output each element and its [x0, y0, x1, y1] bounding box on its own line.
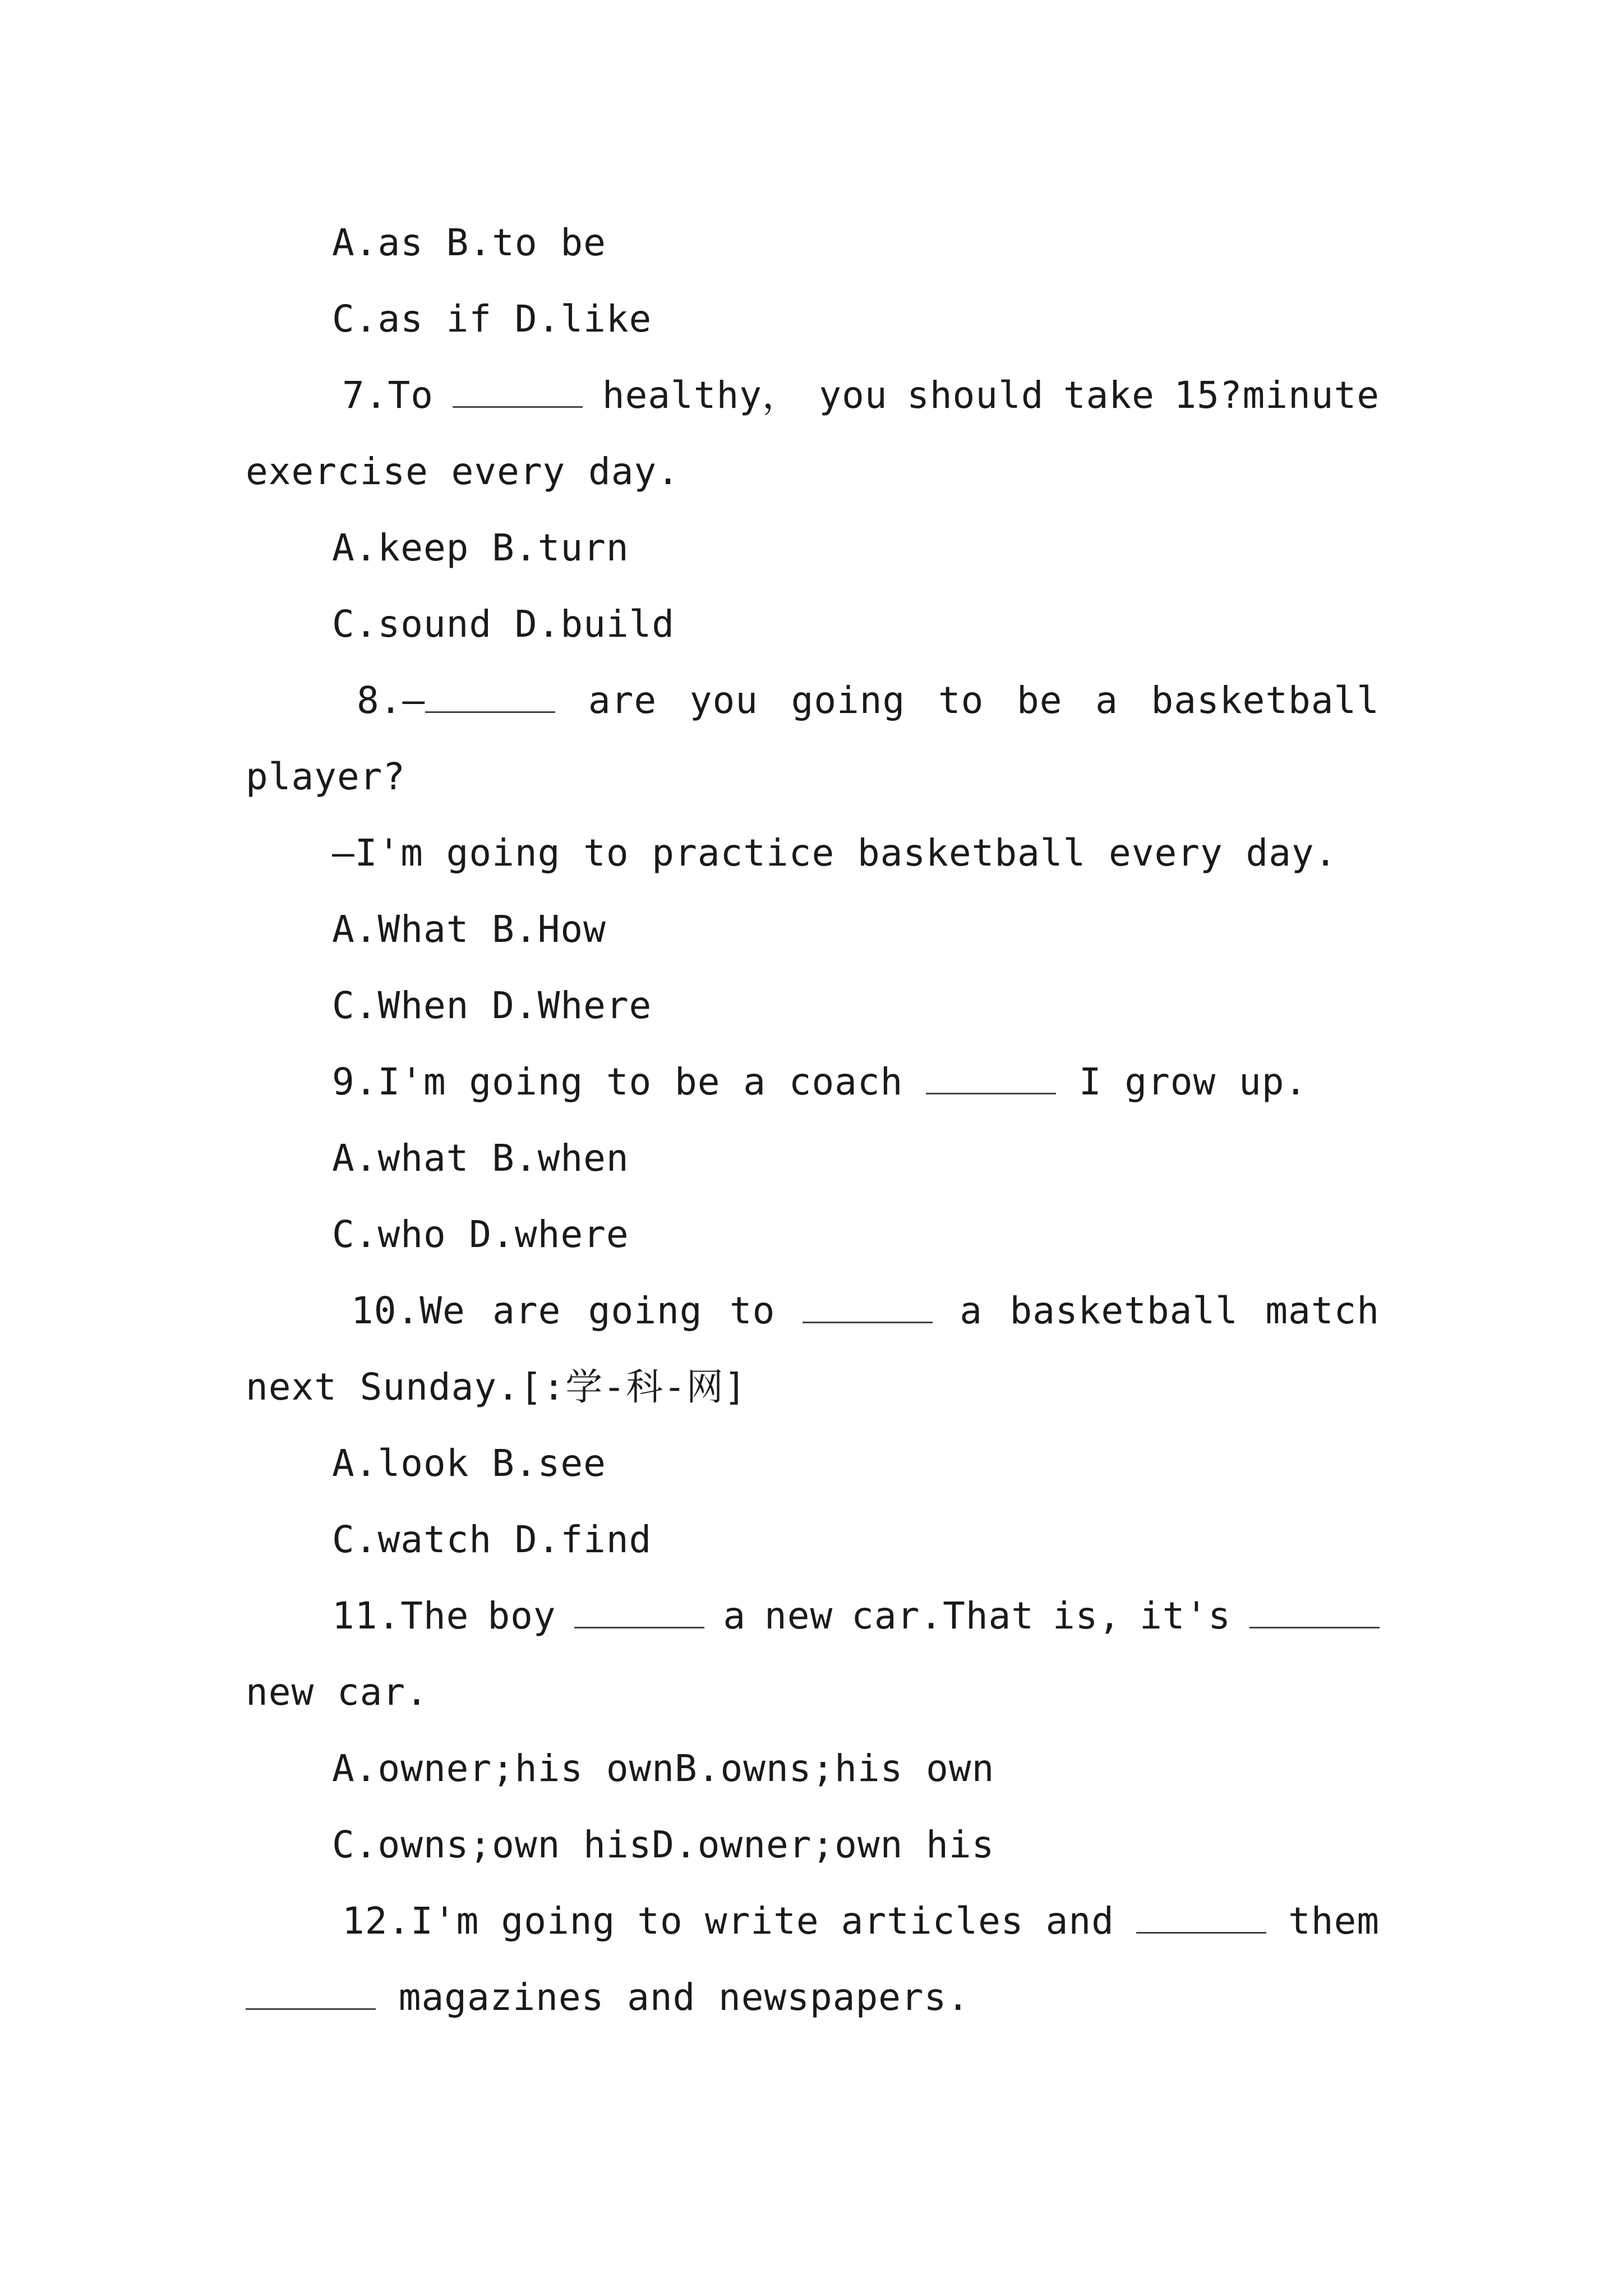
q12-blank-2 — [246, 1980, 376, 2010]
q9-post: I grow up. — [1056, 1060, 1308, 1103]
q7-num: 7.To — [342, 374, 434, 417]
q8-w1: are — [588, 679, 657, 722]
q7-question — [342, 374, 1380, 417]
q10-continuation: next Sunday.[:学-科-网] — [246, 1365, 747, 1409]
q12-w4: articles — [841, 1899, 1024, 1943]
q12-blank-1 — [1136, 1904, 1266, 1934]
q12-continuation — [246, 1976, 970, 2019]
q11-continuation: new car. — [246, 1671, 428, 1714]
q10-w6: match — [1265, 1289, 1380, 1332]
q10-w4: a — [960, 1289, 983, 1332]
q10-w5: basketball — [1009, 1289, 1238, 1332]
q7-w5: 15?minute — [1174, 374, 1380, 417]
q7-w1: healthy， — [602, 374, 800, 417]
q7-options-ab: A.keep B.turn — [332, 526, 629, 569]
q12-w3: write — [704, 1899, 819, 1943]
q8-continuation: player? — [246, 755, 406, 798]
q7-continuation: exercise every day. — [246, 450, 680, 493]
q9-options-cd: C.who D.where — [332, 1213, 629, 1256]
q8-w6: a — [1095, 679, 1118, 722]
q8-w2: you — [689, 679, 758, 722]
q12-w5: and — [1045, 1899, 1114, 1943]
q12-w1: going — [501, 1899, 616, 1943]
q11-w2: a — [723, 1594, 746, 1637]
q10-options-ab: A.look B.see — [332, 1442, 606, 1485]
q8-num-with-blank — [357, 679, 555, 722]
q12-cont-text: magazines and newspapers. — [376, 1976, 970, 2019]
q11-w4: car.That — [851, 1594, 1035, 1637]
q11-num: 11.The — [332, 1594, 469, 1637]
q10-options-cd: C.watch D.find — [332, 1518, 652, 1561]
q7-blank — [453, 378, 583, 408]
q10-w2: going — [588, 1289, 703, 1332]
q8-num: 8.— — [357, 679, 426, 722]
q11-w1: boy — [487, 1594, 556, 1637]
q11-options-ab: A.owner;his ownB.owns;his own — [332, 1747, 995, 1790]
q7-w2: you — [819, 374, 888, 417]
q7-options-cd: C.sound D.build — [332, 602, 675, 646]
q6-options-cd: C.as if D.like — [332, 297, 652, 341]
q8-w5: be — [1017, 679, 1063, 722]
q8-w4: to — [938, 679, 984, 722]
q7-w4: take — [1063, 374, 1155, 417]
q8-question — [357, 679, 1380, 722]
q8-options-ab: A.What B.How — [332, 908, 606, 951]
q9-blank — [926, 1065, 1056, 1094]
q8-w3: going — [791, 679, 906, 722]
q11-blank-2 — [1249, 1599, 1380, 1628]
q10-question — [351, 1289, 1380, 1332]
q12-w6: them — [1288, 1899, 1380, 1943]
q8-answer: —I'm going to practice basketball every day. — [332, 831, 1338, 875]
q11-w3: new — [764, 1594, 833, 1637]
q10-w3: to — [729, 1289, 776, 1332]
q11-question — [332, 1594, 1380, 1637]
q6-options-ab: A.as B.to be — [332, 221, 606, 264]
q12-num: 12.I'm — [342, 1899, 479, 1943]
q12-w2: to — [637, 1899, 683, 1943]
q8-blank — [425, 683, 555, 713]
q10-blank — [803, 1294, 933, 1323]
q11-w5: is, — [1052, 1594, 1122, 1637]
q11-blank-1 — [574, 1599, 704, 1628]
q11-w6: it's — [1140, 1594, 1232, 1637]
q8-w7: basketball — [1151, 679, 1380, 722]
q12-question — [342, 1899, 1380, 1943]
q10-w1: are — [492, 1289, 561, 1332]
q11-options-cd: C.owns;own hisD.owner;own his — [332, 1823, 995, 1866]
q9-options-ab: A.what B.when — [332, 1137, 629, 1180]
q9-question — [332, 1060, 1308, 1103]
q7-w3: should — [907, 374, 1044, 417]
q10-num: 10.We — [351, 1289, 465, 1332]
q9-pre: 9.I'm going to be a coach — [332, 1060, 926, 1103]
q8-options-cd: C.When D.Where — [332, 984, 652, 1027]
